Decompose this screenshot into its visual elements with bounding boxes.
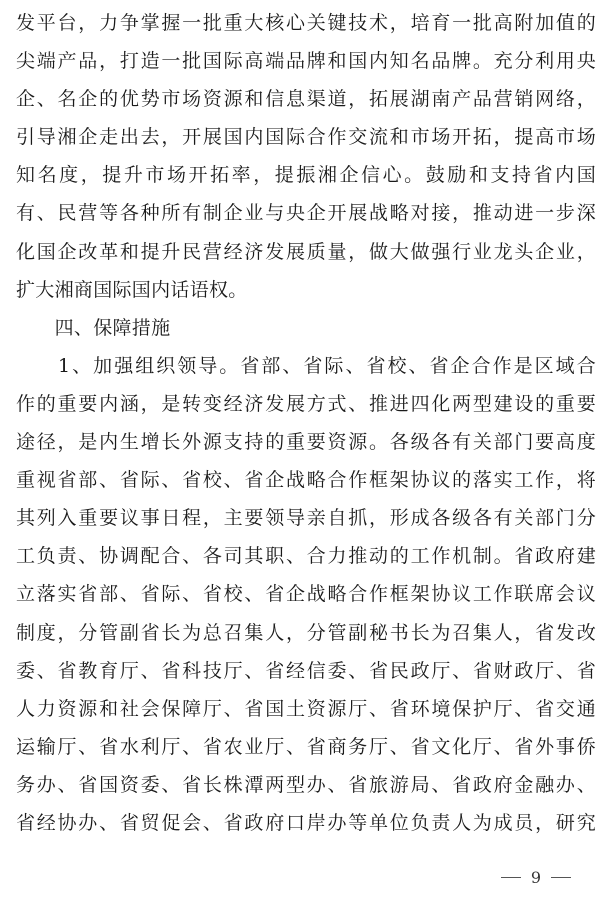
page-number: 9: [530, 868, 541, 887]
text-line: 途径，是内生增长外源支持的重要资源。各级各有关部门要高度: [16, 431, 596, 454]
text-line: 发平台，力争掌握一批重大核心关键技术，培育一批高附加值的: [16, 12, 596, 34]
footer-dash-right: [551, 877, 571, 878]
text-line: 委、省教育厅、省科技厅、省经信委、省民政厅、省财政厅、省: [16, 659, 596, 682]
text-line: 扩大湘商国际国内话语权。: [16, 278, 248, 301]
text-line: 其列入重要议事日程，主要领导亲自抓，形成各级各有关部门分: [16, 507, 596, 530]
text-line: 1、加强组织领导。省部、省际、省校、省企合作是区域合: [16, 354, 596, 377]
text-line: 重视省部、省际、省校、省企战略合作框架协议的落实工作，将: [16, 469, 596, 492]
text-line: 企、名企的优势市场资源和信息渠道，拓展湖南产品营销网络，: [16, 88, 596, 111]
text-line: 引导湘企走出去，开展国内国际合作交流和市场开拓，提高市场: [16, 126, 596, 149]
text-line: 化国企改革和提升民营经济发展质量，做大做强行业龙头企业，: [16, 240, 596, 263]
text-line: 有、民营等各种所有制企业与央企开展战略对接，推动进一步深: [16, 202, 596, 225]
footer-dash-left: [501, 877, 521, 878]
text-line: 作的重要内涵，是转变经济发展方式、推进四化两型建设的重要: [16, 392, 596, 415]
page-footer: [501, 868, 571, 887]
text-line: 制度，分管副省长为总召集人，分管副秘书长为召集人，省发改: [16, 621, 596, 644]
text-line: 知名度，提升市场开拓率，提振湘企信心。鼓励和支持省内国: [16, 164, 596, 187]
body-text: [16, 4, 596, 842]
text-line: 人力资源和社会保障厅、省国土资源厅、省环境保护厅、省交通: [16, 697, 596, 720]
text-line: 省经协办、省贸促会、省政府口岸办等单位负责人为成员，研究: [16, 811, 596, 834]
text-line: 工负责、协调配合、各司其职、合力推动的工作机制。省政府建: [16, 545, 596, 568]
text-line: 尖端产品，打造一批国际高端品牌和国内知名品牌。充分利用央: [16, 50, 596, 73]
text-line: 务办、省国资委、省长株潭两型办、省旅游局、省政府金融办、: [16, 773, 596, 796]
text-line: 立落实省部、省际、省校、省企战略合作框架协议工作联席会议: [16, 583, 596, 606]
section-heading: 四、保障措施: [16, 316, 171, 339]
text-line: 运输厅、省水利厅、省农业厅、省商务厅、省文化厅、省外事侨: [16, 735, 596, 758]
